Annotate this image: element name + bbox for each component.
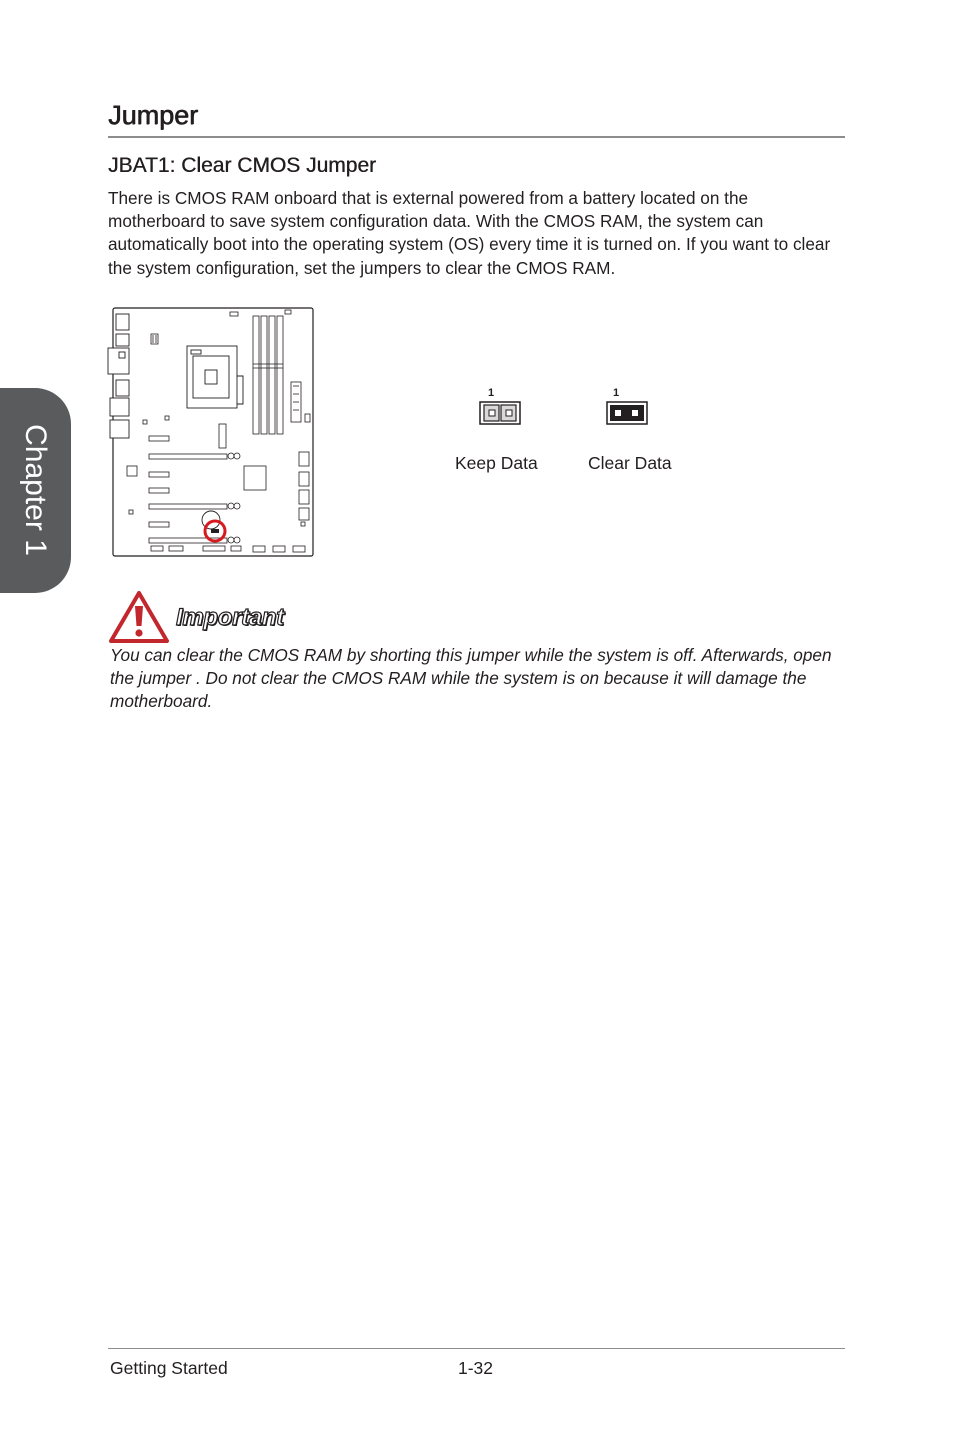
cpu-socket [187, 346, 243, 408]
pin-1-label-keep: 1 [488, 387, 495, 399]
motherboard-layout-diagram [107, 306, 317, 560]
pin-1-label-clear: 1 [613, 387, 620, 399]
section-description: There is CMOS RAM onboard that is external powered from a battery located on the motherboard to save system configuration data. With the CMOS RAM, the system can automatically boot into the operating system (OS) every time it is turned on. If you want to clear the system configuration, set the jumpers to clear the CMOS RAM. [108, 188, 831, 278]
page-number: 1-32 [458, 1358, 494, 1378]
jumper-open-icon [480, 387, 520, 424]
clear-data-label: Clear Data [588, 453, 672, 473]
section-title: Jumper [108, 100, 199, 130]
important-note: You can clear the CMOS RAM by shorting this jumper while the system is off. Afterwards, open the jumper . Do not clear the CMOS RAM while the system is on because it will damage the motherboard. [110, 645, 832, 711]
keep-data-label: Keep Data [455, 453, 538, 473]
chapter-tab-label: Chapter 1 [19, 424, 52, 556]
warning-icon [108, 590, 170, 644]
footer-divider [108, 1348, 845, 1349]
jumper-shorted-icon [607, 387, 647, 424]
important-heading: Important [176, 604, 284, 631]
subsection-title: JBAT1: Clear CMOS Jumper [108, 154, 377, 177]
jumper-settings-diagram [470, 380, 660, 430]
title-divider [108, 136, 845, 138]
footer-section-name: Getting Started [110, 1358, 228, 1378]
